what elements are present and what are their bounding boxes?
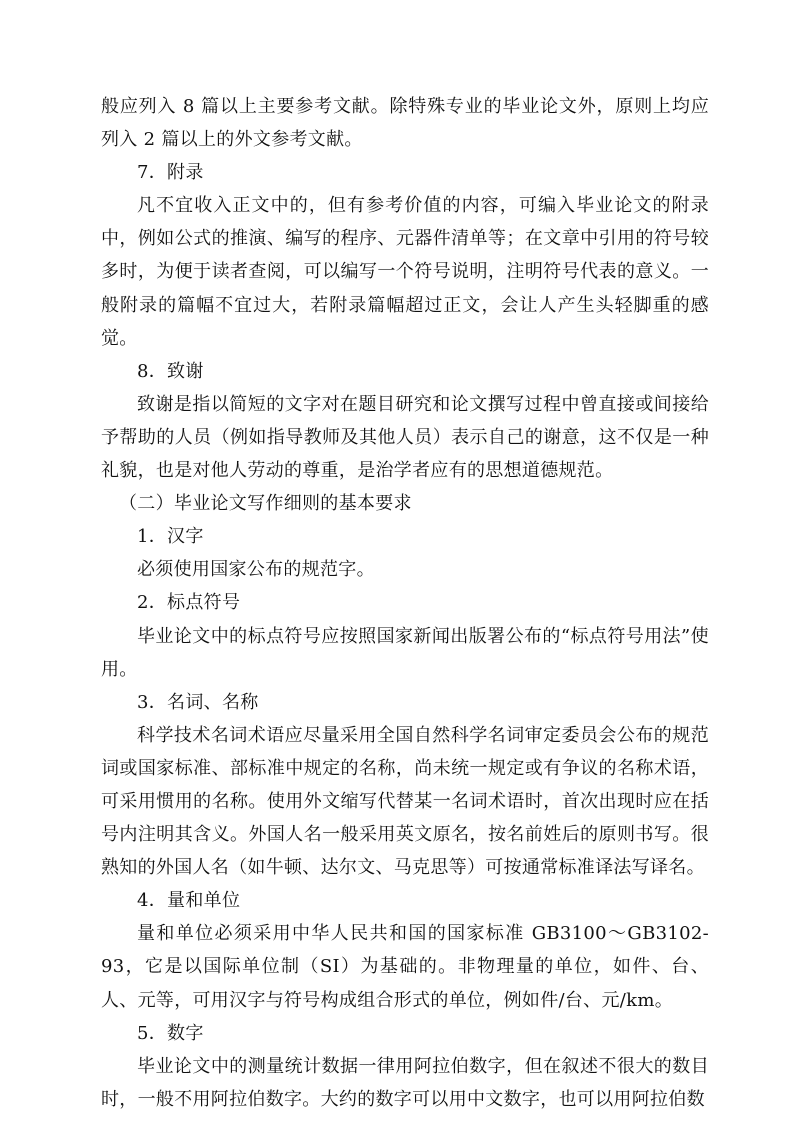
paragraph-chinese-characters: 必须使用国家公布的规范字。 [137, 559, 375, 581]
heading-acknowledgements: 8．致谢 [137, 360, 204, 382]
paragraph-appendix: 凡不宜收入正文中的，但有参考价值的内容，可编入毕业论文的附录中，例如公式的推演、编写的程序、元器件清单等；在文章中引用的符号较多时，为便于读者查阅，可以编写一个符号说明，注明符号代表的意义。一般附录的篇幅不宜过大，若附录篇幅超过正文，会让人产生头轻脚重的感觉。 [101, 195, 709, 349]
heading-chinese-characters: 1．汉字 [137, 526, 204, 548]
heading-terms-names: 3．名词、名称 [137, 691, 259, 713]
section-heading-writing-rules: （二）毕业论文写作细则的基本要求 [119, 493, 412, 515]
heading-appendix: 7．附录 [137, 162, 204, 184]
paragraph-numbers: 毕业论文中的测量统计数据一律用阿拉伯数字，但在叙述不很大的数目时，一般不用阿拉伯数字。大约的数字可以用中文数字，也可以用阿拉伯数 [101, 1055, 709, 1110]
heading-numbers: 5．数字 [137, 1022, 204, 1044]
page-body [101, 90, 709, 1116]
paragraph-references-continued: 般应列入 8 篇以上主要参考文献。除特殊专业的毕业论文外，原则上均应列入 2 篇以上的外文参考文献。 [101, 96, 709, 151]
paragraph-punctuation: 毕业论文中的标点符号应按照国家新闻出版署公布的“标点符号用法”使用。 [101, 625, 709, 680]
paragraph-quantities-units: 量和单位必须采用中华人民共和国的国家标准 GB3100～GB3102-93，它是以国际单位制（SI）为基础的。非物理量的单位，如件、台、人、元等，可用汉字与符号构成组合形式的单位，例如件/台、元/km。 [101, 923, 709, 1011]
paragraph-terms-names: 科学技术名词术语应尽量采用全国自然科学名词审定委员会公布的规范词或国家标准、部标准中规定的名称，尚未统一规定或有争议的名称术语，可采用惯用的名称。使用外文缩写代替某一名词术语时，首次出现时应在括号内注明其含义。外国人名一般采用英文原名，按名前姓后的原则书写。很熟知的外国人名（如牛顿、达尔文、马克思等）可按通常标准译法写译名。 [101, 724, 709, 879]
heading-quantities-units: 4．量和单位 [137, 890, 241, 912]
paragraph-acknowledgements: 致谢是指以简短的文字对在题目研究和论文撰写过程中曾直接或间接给予帮助的人员（例如指导教师及其他人员）表示自己的谢意，这不仅是一种礼貌，也是对他人劳动的尊重，是治学者应有的思想道德规范。 [101, 393, 709, 482]
heading-punctuation: 2．标点符号 [137, 592, 241, 614]
